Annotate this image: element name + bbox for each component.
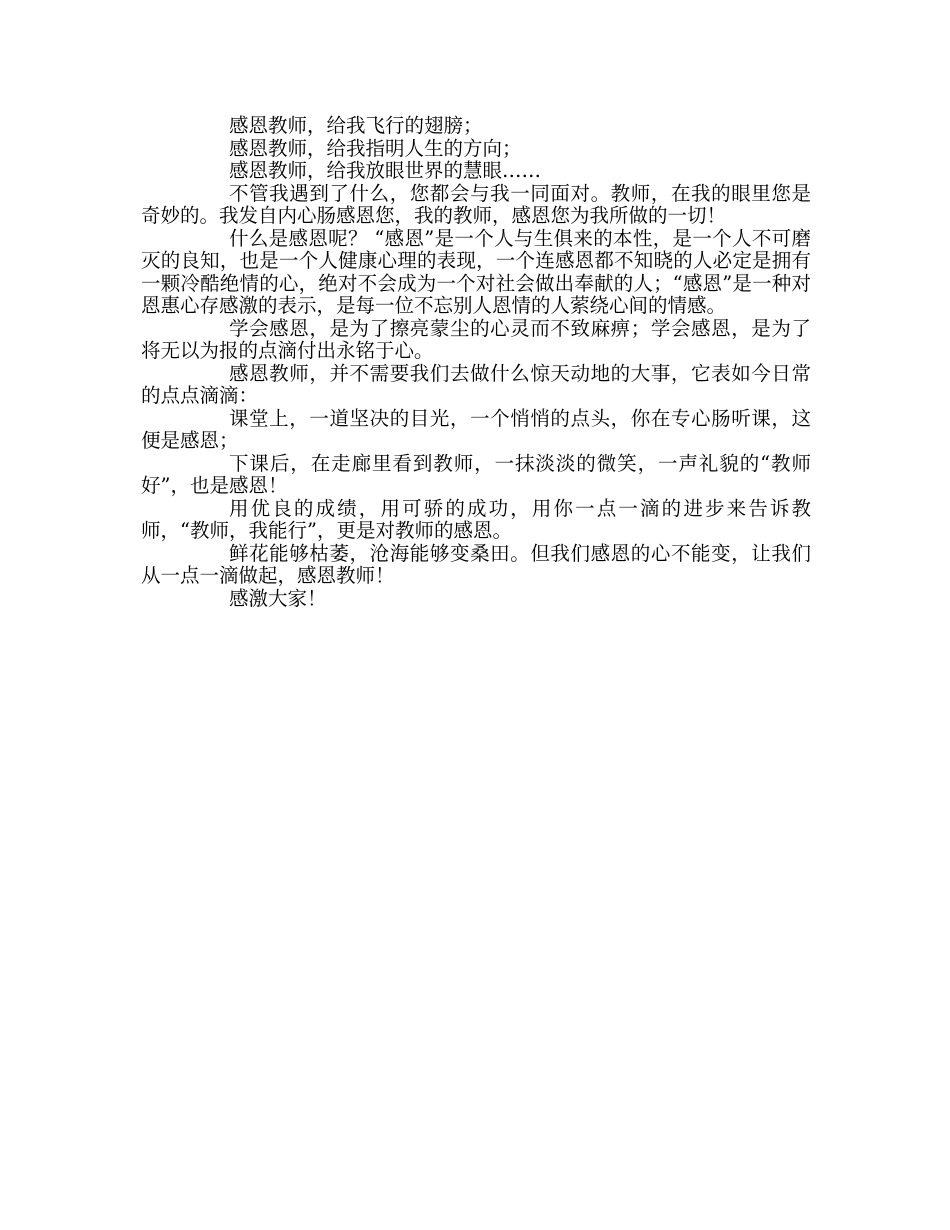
paragraph-9: 下课后，在走廊里看到教师，一抹淡淡的微笑，一声礼貌的“教师好”，也是感恩！	[141, 451, 811, 497]
paragraph-3: 感恩教师，给我放眼世界的慧眼……	[229, 159, 542, 182]
paragraph-8: 课堂上，一道坚决的目光，一个悄悄的点头，你在专心肠听课，这便是感恩；	[141, 406, 811, 452]
paragraph-4: 不管我遇到了什么，您都会与我一同面对。教师，在我的眼里您是奇妙的。我发自内心肠感恩您，我的教师，感恩您为我所做的一切！	[141, 181, 811, 227]
paragraph-11: 鲜花能够枯萎，沧海能够变桑田。但我们感恩的心不能变，让我们从一点一滴做起，感恩教师！	[141, 541, 811, 587]
document-page	[141, 115, 811, 610]
paragraph-6: 学会感恩，是为了擦亮蒙尘的心灵而不致麻痹；学会感恩，是为了将无以为报的点滴付出永铭于心。	[141, 316, 811, 362]
paragraph-2: 感恩教师，给我指明人生的方向；	[229, 136, 522, 160]
paragraph-10: 用优良的成绩，用可骄的成功，用你一点一滴的进步来告诉教师，“教师，我能行”，更是对教师的感恩。	[141, 496, 811, 542]
paragraph-7: 感恩教师，并不需要我们去做什么惊天动地的大事，它表如今日常的点点滴滴：	[141, 361, 811, 407]
paragraph-1: 感恩教师，给我飞行的翅膀；	[229, 114, 483, 137]
paragraph-12: 感激大家！	[229, 586, 327, 610]
paragraph-5: 什么是感恩呢？ “感恩”是一个人与生俱来的本性，是一个人不可磨灭的良知，也是一个人健康心理的表现，一个连感恩都不知晓的人必定是拥有一颗冷酷绝情的心，绝对不会成为一个对社会做出奉献的人；“感恩”是一种对恩惠心存感激的表示，是每一位不忘别人恩情的人萦绕心间的情感。	[141, 226, 811, 317]
